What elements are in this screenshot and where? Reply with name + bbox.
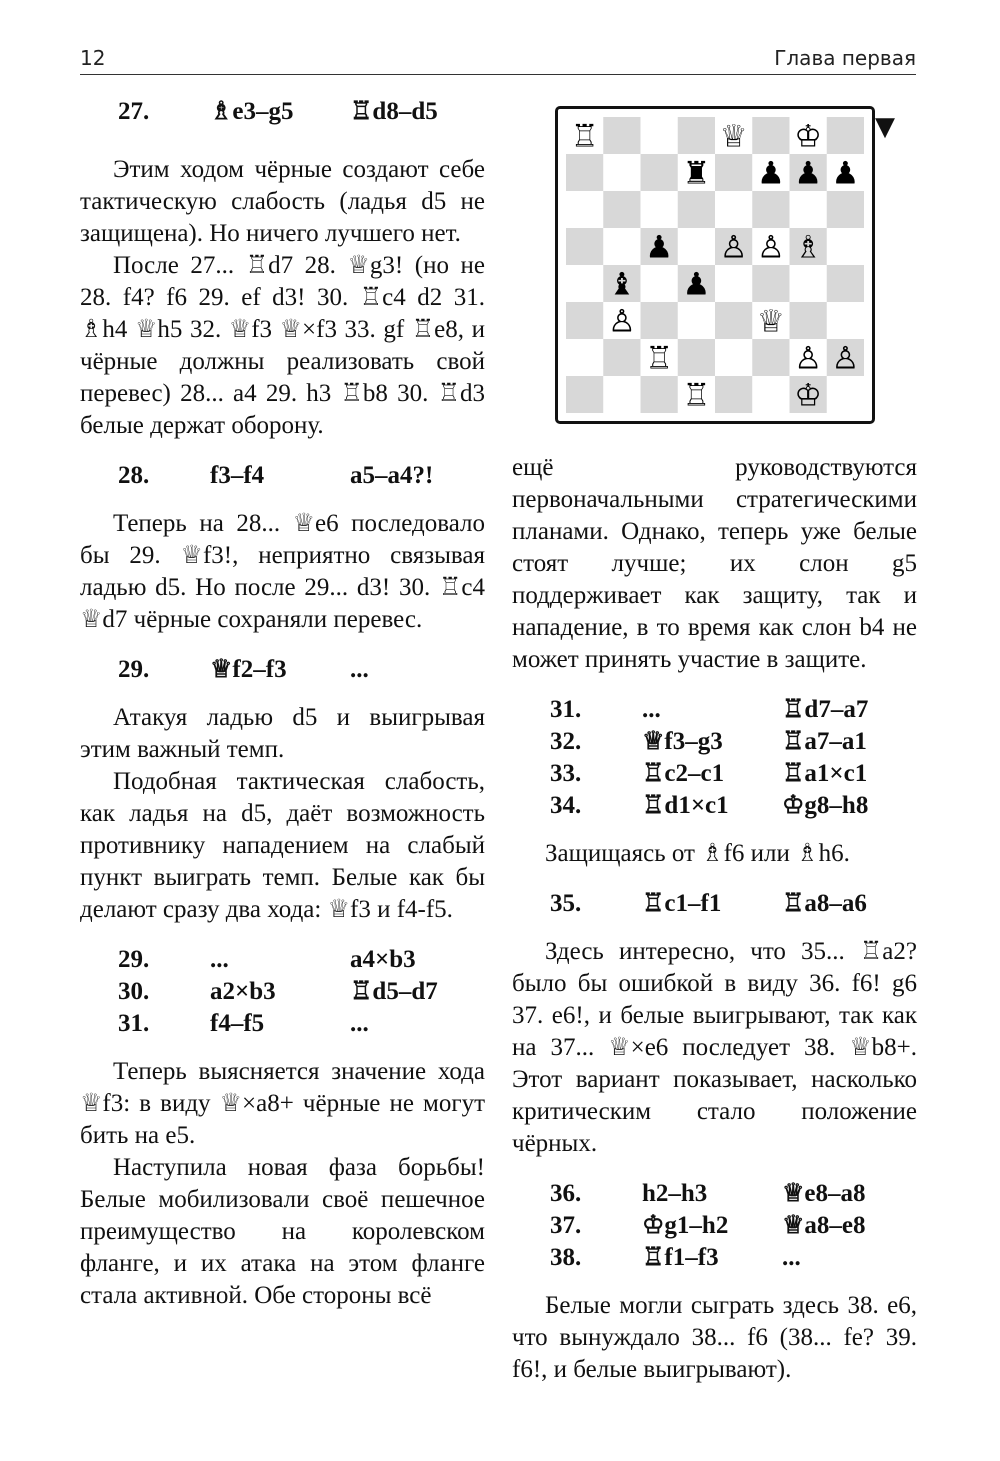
black-move: ♖a7–a1	[782, 728, 867, 755]
white-move: ♖f1–f3	[642, 1244, 719, 1271]
board-square-f2	[752, 339, 789, 376]
move-number: 37.	[550, 1212, 582, 1239]
chess-piece-g8: ♔	[794, 118, 823, 155]
page-number: 12	[80, 46, 106, 70]
board-square-a1	[566, 376, 603, 413]
board-square-c4	[641, 265, 678, 302]
board-square-g4	[790, 265, 827, 302]
board-square-h5	[827, 228, 864, 265]
board-square-a6	[566, 191, 603, 228]
board-square-h4	[827, 265, 864, 302]
move-number: 27.	[118, 98, 150, 125]
board-square-e1	[715, 376, 752, 413]
paragraph: Белые могли сыграть здесь 38. e6, что вынуждало 38... f6 (38... fe? 39. f6!, и белые выигрывают).	[512, 1292, 917, 1383]
paragraph: ещё руководствуются первоначальными стратегическими планами. Однако, теперь уже белые стоят лучше; их слон g5 поддерживает как защиту, так и нападение, в то время как слон b4 не может принять участие в защите.	[512, 454, 917, 673]
board-square-g3	[790, 302, 827, 339]
white-move: ♕f3–g3	[642, 728, 723, 755]
move-number: 31.	[550, 696, 582, 723]
chess-diagram	[555, 106, 875, 424]
move-row	[80, 96, 485, 128]
board-square-e4	[715, 265, 752, 302]
board-square-c8	[641, 117, 678, 154]
black-move: ♔g8–h8	[782, 792, 869, 819]
board-square-b1	[603, 376, 640, 413]
move-number: 30.	[118, 978, 150, 1005]
board-square-h3	[827, 302, 864, 339]
chess-piece-d1: ♖	[682, 377, 711, 413]
chess-piece-h7: ♟	[831, 155, 860, 192]
board-square-e2	[715, 339, 752, 376]
white-move: a2×b3	[210, 978, 276, 1005]
paragraph: После 27... ♖d7 28. ♕g3! (но не 28. f4? f6 29. ef d3! 30. ♖c4 d2 31. ♗h4 ♕h5 32. ♕f3 ♕×f3 33. gf ♖e8, и чёрные должны реализовать свой перевес) 28... a4 29. h3 ♖b8 30. ♖d3 белые держат оборону.	[80, 252, 485, 439]
board-square-f8	[752, 117, 789, 154]
move-number: 36.	[550, 1180, 582, 1207]
black-to-move-icon: ▼	[875, 112, 895, 142]
chess-piece-e8: ♕	[719, 118, 748, 155]
black-move: ♕e8–a8	[782, 1180, 866, 1207]
white-move: ♔g1–h2	[642, 1212, 729, 1239]
white-move: ♖d1×c1	[642, 792, 729, 819]
board-square-d5	[678, 228, 715, 265]
black-move: ♕a8–e8	[782, 1212, 866, 1239]
paragraph: Этим ходом чёрные создают себе тактическую слабость (ладья d5 не защищена). Но ничего лучшего нет.	[80, 156, 485, 247]
board-square-d3	[678, 302, 715, 339]
move-block	[512, 1178, 917, 1274]
black-move: ♖d8–d5	[350, 98, 438, 125]
chess-piece-g5: ♗	[794, 229, 823, 266]
board-square-c3	[641, 302, 678, 339]
move-row	[512, 888, 917, 920]
chess-piece-h2: ♙	[831, 340, 860, 377]
white-move: ...	[210, 946, 229, 973]
move-block	[80, 944, 485, 1040]
chess-piece-c5: ♟	[645, 229, 674, 266]
board-square-f1	[752, 376, 789, 413]
move-number: 38.	[550, 1244, 582, 1271]
left-column	[80, 92, 485, 1312]
board-square-b8	[603, 117, 640, 154]
board-square-c7	[641, 154, 678, 191]
paragraph: Теперь на 28... ♕e6 последовало бы 29. ♕f3!, неприятно связывая ладью d5. Но после 29... d3! 30. ♖c4 ♕d7 чёрные сохраняли перевес.	[80, 510, 485, 633]
move-number: 34.	[550, 792, 582, 819]
black-move: ...	[350, 656, 369, 683]
white-move: ♖c2–c1	[642, 760, 725, 787]
black-move: a5–a4?!	[350, 462, 434, 489]
board-square-e7	[715, 154, 752, 191]
board-square-h6	[827, 191, 864, 228]
board-square-g6	[790, 191, 827, 228]
paragraph: Теперь выясняется значение хода ♕f3: в виду ♕×a8+ чёрные не могут бить на e5.	[80, 1058, 485, 1149]
board-square-b2	[603, 339, 640, 376]
move-row	[80, 654, 485, 686]
chess-board	[566, 117, 864, 413]
board-square-a5	[566, 228, 603, 265]
board-square-h8	[827, 117, 864, 154]
move-number: 33.	[550, 760, 582, 787]
board-square-a2	[566, 339, 603, 376]
white-move: f4–f5	[210, 1010, 265, 1037]
board-square-b6	[603, 191, 640, 228]
chess-piece-g7: ♟	[794, 155, 823, 192]
right-column	[512, 452, 917, 1386]
chess-piece-d7: ♜	[682, 155, 711, 192]
paragraph: Подобная тактическая слабость, как ладья на d5, даёт возможность противнику нападением на слабый пункт выиграть темп. Белые как бы делают сразу два хода: ♕f3 и f4-f5.	[80, 768, 485, 923]
move-number: 29.	[118, 946, 150, 973]
chess-piece-b4: ♝	[607, 266, 636, 303]
move-block	[512, 694, 917, 822]
white-move: ♕f2–f3	[210, 656, 287, 683]
white-move: ♖c1–f1	[642, 890, 722, 917]
white-move: ♗e3–g5	[210, 98, 294, 125]
move-number: 28.	[118, 462, 150, 489]
black-move: ♖a1×c1	[782, 760, 868, 787]
board-square-d6	[678, 191, 715, 228]
chess-piece-g2: ♙	[794, 340, 823, 377]
paragraph: Здесь интересно, что 35... ♖a2? было бы ошибкой в виду 36. f6! g6 37. e6!, и белые выигрывают, так как на 37... ♕×e6 последует 38. ♕b8+. Этот вариант показывает, насколько критическим стало положение чёрных.	[512, 938, 917, 1157]
black-move: ♖a8–a6	[782, 890, 867, 917]
move-number: 35.	[550, 890, 582, 917]
paragraph: Атакуя ладью d5 и выигрывая этим важный темп.	[80, 704, 485, 763]
paragraph: Защищаясь от ♗f6 или ♗h6.	[545, 840, 850, 867]
move-number: 29.	[118, 656, 150, 683]
board-square-e6	[715, 191, 752, 228]
chess-piece-g1: ♔	[794, 377, 823, 413]
board-square-b5	[603, 228, 640, 265]
white-move: h2–h3	[642, 1180, 708, 1207]
chess-piece-f3: ♕	[756, 303, 785, 340]
white-move: f3–f4	[210, 462, 265, 489]
board-square-f6	[752, 191, 789, 228]
move-row	[80, 460, 485, 492]
chess-piece-e5: ♙	[719, 229, 748, 266]
chapter-title: Глава первая	[774, 46, 916, 70]
chess-piece-f5: ♙	[756, 229, 785, 266]
chess-piece-a8: ♖	[570, 118, 599, 155]
chess-piece-b3: ♙	[607, 303, 636, 340]
board-square-h1	[827, 376, 864, 413]
chess-piece-f7: ♟	[756, 155, 785, 192]
black-move: ♖d5–d7	[350, 978, 438, 1005]
header-rule	[80, 74, 916, 75]
board-square-f4	[752, 265, 789, 302]
chess-piece-c2: ♖	[645, 340, 674, 377]
board-square-a3	[566, 302, 603, 339]
move-number: 32.	[550, 728, 582, 755]
black-move: ...	[782, 1244, 801, 1271]
black-move: ...	[350, 1010, 369, 1037]
board-square-a4	[566, 265, 603, 302]
board-square-c1	[641, 376, 678, 413]
board-square-d8	[678, 117, 715, 154]
move-number: 31.	[118, 1010, 150, 1037]
white-move: ...	[642, 696, 661, 723]
board-square-b7	[603, 154, 640, 191]
chess-piece-d4: ♟	[682, 266, 711, 303]
board-square-d2	[678, 339, 715, 376]
black-move: ♖d7–a7	[782, 696, 869, 723]
black-move: a4×b3	[350, 946, 416, 973]
board-square-a7	[566, 154, 603, 191]
board-square-e3	[715, 302, 752, 339]
board-square-c6	[641, 191, 678, 228]
paragraph: Наступила новая фаза борьбы! Белые мобилизовали своё пешечное преимущество на королевском фланге, и их атака на этом фланге стала активной. Обе стороны всё	[80, 1154, 485, 1309]
